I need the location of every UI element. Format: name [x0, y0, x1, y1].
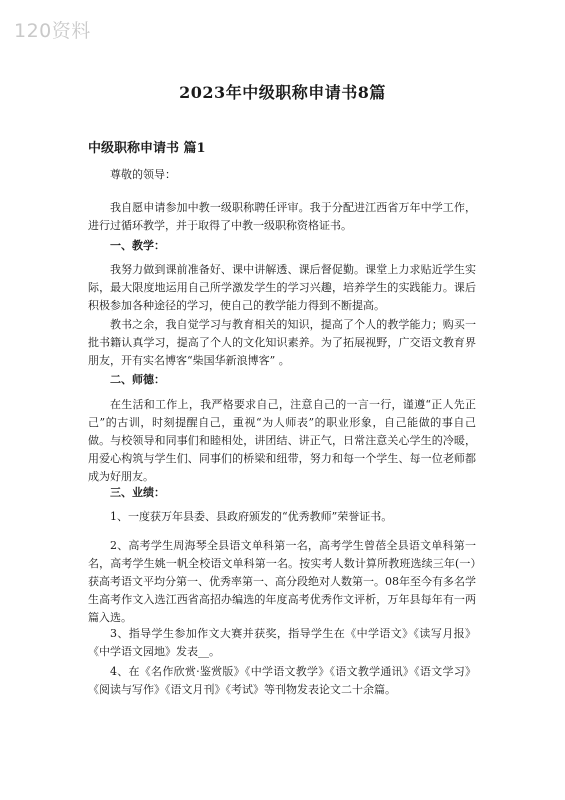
watermark: 120资料 [14, 20, 91, 42]
paragraph-teaching-1: 我努力做到课前准备好、课中讲解透、课后督促勤。课堂上力求贴近学生实际，最大限度地运用自己所学激发学生的学习兴趣，培养学生的实践能力。课后积极参加各种途径的学习，使自己的教学能力得到不断提高。 [88, 263, 476, 312]
section-title: 中级职称申请书 篇1 [88, 141, 206, 156]
intro-paragraph: 我自愿申请参加中教一级职称聘任评审。我于分配进江西省万年中学工作，进行过循环教学，并于取得了中教一级职称资格证书。 [88, 201, 476, 232]
achievement-1: 1、一度获万年县委、县政府颁发的“优秀教师”荣誉证书。 [110, 510, 393, 523]
heading-ethics: 二、师德： [110, 373, 165, 386]
page-title: 2023年中级职称申请书8篇 [179, 83, 386, 102]
achievement-3: 3、指导学生参加作文大赛并获奖，指导学生在《中学语文》《读写月报》《中学语文园地》发表__。 [88, 627, 476, 658]
achievement-4: 4、在《名作欣赏·鉴赏版》《中学语文教学》《语文教学通讯》《语文学习》《阅读与写作》《语文月刊》《考试》等刊物发表论文二十余篇。 [88, 665, 476, 696]
achievement-2: 2、高考学生周海琴全县语文单科第一名，高考学生曾蓓全县语文单科第一名，高考学生姚一帆全校语文单科第一名。按实考人数计算所教班选续三年(一）获高考语文平均分第一、优秀率第一、高分段绝对人数第一。08年至今有多名学生高考作文入选江西省高招办编选的年度高考优秀作文评析，万年县每年有一两篇入选。 [88, 539, 476, 624]
paragraph-teaching-2: 教书之余，我自觉学习与教育相关的知识，提高了个人的教学能力；购买一批书籍认真学习，提高了个人的文化知识素养。为了拓展视野，广交语文教育界朋友，开有实名博客“柴国华新浪博客” 。 [88, 318, 476, 367]
salutation: 尊敬的领导： [110, 168, 176, 181]
heading-achievements: 三、业绩： [110, 486, 165, 499]
heading-teaching: 一、教学： [110, 239, 165, 252]
paragraph-ethics: 在生活和工作上，我严格要求自己，注意自己的一言一行，谨遵“正人先正己”的古训，时刻提醒自己，重视“为人师表”的职业形象，自己能做的事自己做。与校领导和同事们和睦相处，讲团结、讲正气，日常注意关心学生的冷暖，用爱心构筑与学生们、同事们的桥梁和纽带，努力和每一个学生、每一位老师都成为好朋友。 [88, 398, 476, 483]
